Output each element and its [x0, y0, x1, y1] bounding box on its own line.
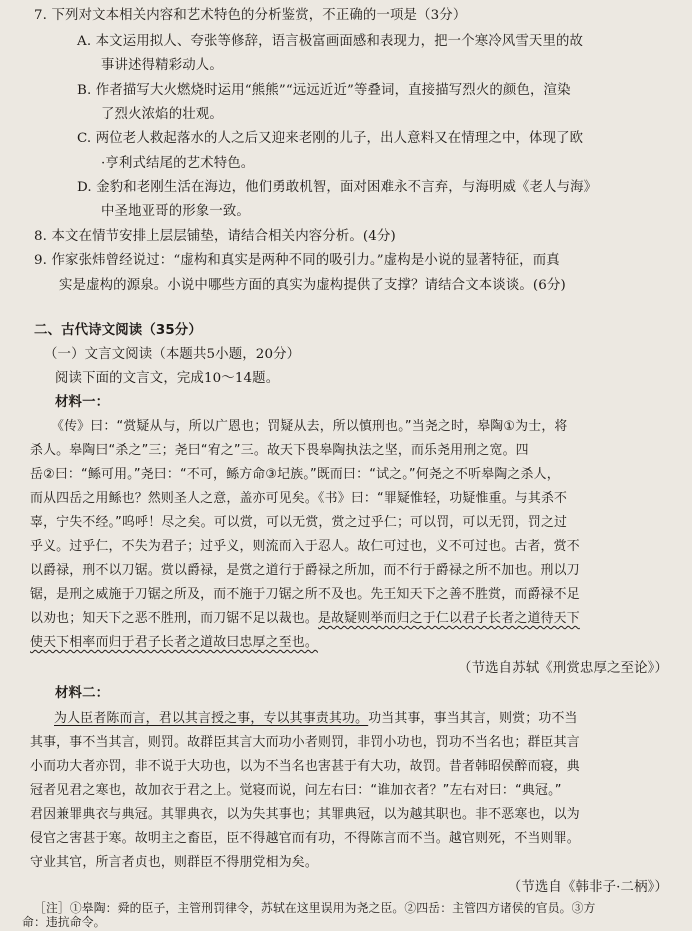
q7-stem: 7. 下列对文本相关内容和艺术特色的分析鉴赏，不正确的一项是（3分） — [34, 8, 467, 23]
q7-option-d: D. 金豹和老刚生活在海边，他们勇敢机智，面对困难永不言弃，与海明威《老人与海》 — [77, 180, 598, 195]
material-2-line: 侵官之害甚于寒。故明主之畜臣，臣不得越官而有功，不得陈言而不当。越官则死，不当则罪。 — [30, 831, 580, 846]
material-1-line: 《传》曰：“赏疑从与，所以广恩也；罚疑从去，所以慎刑也。”当尧之时，皋陶①为士，将 — [51, 419, 568, 434]
material-1-line: 锯，是刑之威施于刀锯之所及，而不施于刀锯之所不及也。先王知天下之善不胜赏，而爵禄不足 — [30, 587, 580, 602]
question-9: 9. 作家张炜曾经说过：“虚构和真实是两种不同的吸引力。”虚构是小说的显著特征，而真 — [34, 253, 560, 268]
q7-option-c-cont: ·亨利式结尾的艺术特色。 — [101, 156, 255, 171]
material-2-line: 守业其官，所言者贞也，则群臣不得朋党相为矣。 — [30, 855, 318, 870]
question-9-cont: 实是虚构的源泉。小说中哪些方面的真实为虚构提供了支撑？请结合文本谈谈。(6分) — [59, 278, 566, 293]
material-2-line — [54, 710, 578, 728]
subsection-heading: （一）文言文阅读（本题共5小题，20分） — [44, 347, 301, 362]
footnote-cont: 命：违抗命令。 — [22, 915, 106, 929]
material-1-line: 以爵禄，刑不以刀锯。赏以爵禄，是赏之道行于爵禄之所加，而不行于爵禄之所不加也。刑以刀 — [30, 563, 580, 578]
material-1-line — [30, 610, 580, 628]
material-1-line: 岳②曰：“鲧可用。”尧曰：“不可，鲧方命③圮族。”既而曰：“试之。”何尧之不听皋陶之杀人， — [30, 467, 560, 482]
material-2-source: （节选自《韩非子·二柄》） — [507, 880, 668, 895]
material-1-source: （节选自苏轼《刑赏忠厚之至论》） — [458, 661, 668, 676]
material-1-line: 乎义。过乎仁，不失为君子；过乎义，则流而入于忍人。故仁可过也，义不可过也。古者，赏不 — [30, 539, 580, 554]
question-8: 8. 本文在情节安排上层层铺垫，请结合相关内容分析。(4分) — [34, 229, 396, 244]
underlined-sentence: 为人臣者陈而言，君以其言授之事，专以其事责其功。 — [54, 711, 369, 726]
material-1-text: 以劝也；知天下之恶不胜刑，而刀锯不足以裁也。 — [30, 611, 318, 626]
material-2-line: 君因兼罪典衣与典冠。其罪典衣，以为失其事也；其罪典冠，以为越其职也。非不恶寒也，以为 — [30, 807, 580, 822]
material-2-line: 小而功大者亦罚，非不说于大功也，以为不当名也害甚于有大功，故罚。昔者韩昭侯醉而寝，典 — [30, 759, 580, 774]
material-1-line: 而从四岳之用鲧也？然则圣人之意，盖亦可见矣。《书》曰：“罪疑惟轻，功疑惟重。与其杀不 — [30, 491, 568, 506]
material-2-line: 冠者见君之寒也，故加衣于君之上。觉寝而说，问左右曰：“谁加衣者？”左右对曰：“典冠。” — [30, 783, 562, 798]
material-1-line — [30, 634, 318, 652]
footnote: ［注］①皋陶：舜的臣子，主管刑罚律令，苏轼在这里误用为尧之臣。②四岳：主管四方诸侯的官员。③方 — [34, 901, 596, 915]
section-heading: 二、古代诗文阅读（35分） — [34, 323, 202, 338]
wavy-underlined-sentence-cont: 使天下相率而归于君子长者之道故曰忠厚之至也。 — [30, 635, 318, 650]
q7-option-b-cont: 了烈火浓焰的壮观。 — [101, 107, 223, 122]
material-1-line: 杀人。皋陶曰“杀之”三；尧曰“宥之”三。故天下畏皋陶执法之坚，而乐尧用刑之宽。四 — [30, 443, 529, 458]
material-2-label: 材料二： — [55, 686, 110, 701]
q7-option-a-cont: 事讲述得精彩动人。 — [101, 58, 223, 73]
q7-option-c: C. 两位老人救起落水的人之后又迎来老刚的儿子，出人意料又在情理之中，体现了欧 — [77, 131, 584, 146]
q7-option-a: A. 本文运用拟人、夸张等修辞，语言极富画面感和表现力，把一个寒冷风雪天里的故 — [77, 34, 584, 49]
material-1-label: 材料一： — [55, 395, 110, 410]
material-1-line: 辜，宁失不经。”呜呼！尽之矣。可以赏，可以无赏，赏之过乎仁；可以罚，可以无罚，罚之过 — [30, 515, 568, 530]
q7-option-b: B. 作者描写大火燃烧时运用“熊熊”“远远近近”等叠词，直接描写烈火的颜色，渲染 — [77, 83, 571, 98]
material-2-line: 其事，事不当其言，则罚。故群臣其言大而功小者则罚，非罚小功也，罚功不当名也；群臣其言 — [30, 735, 580, 750]
material-2-text: 功当其事，事当其言，则赏；功不当 — [368, 711, 578, 726]
wavy-underlined-sentence: 是故疑则举而归之于仁以君子长者之道待天下 — [318, 611, 580, 626]
q7-option-d-cont: 中圣地亚哥的形象一致。 — [101, 204, 250, 219]
reading-instruction: 阅读下面的文言文，完成10～14题。 — [55, 371, 280, 386]
